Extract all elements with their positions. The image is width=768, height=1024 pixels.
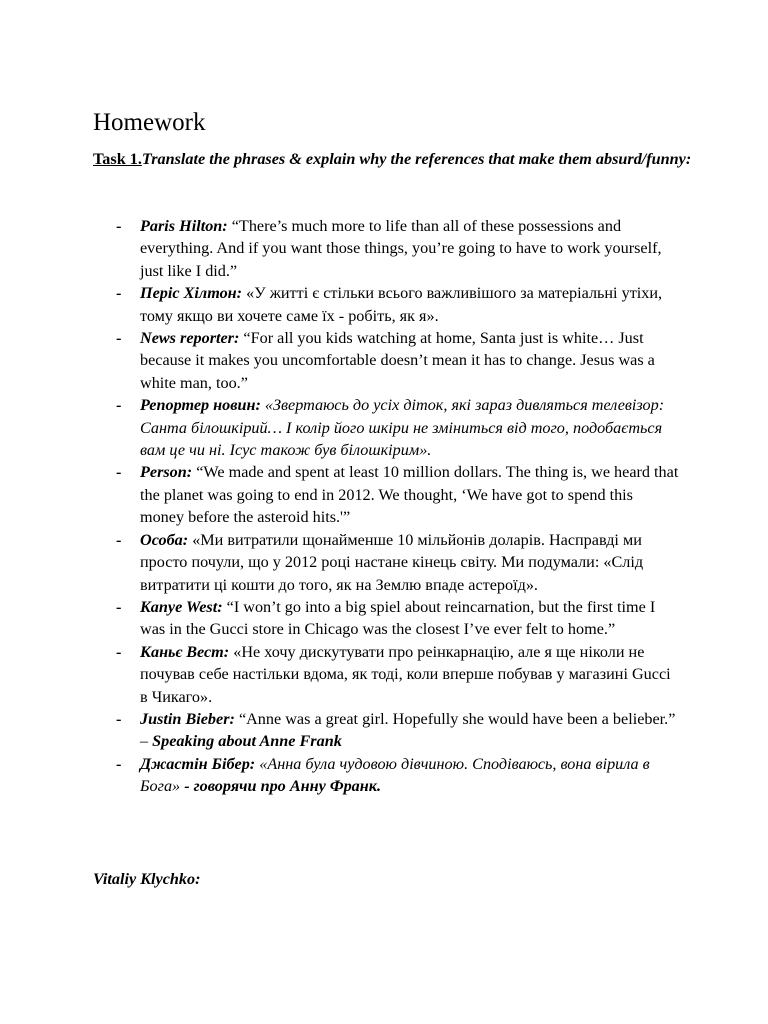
list-bullet: - [116,530,122,549]
quote-text: «Не хочу дискутувати про реінкарнацію, але я ще ніколи не почував себе настільки вдома, як тоді, коли вперше побував у магазині Gucci в Чикаго». [140,642,671,706]
document-title: Homework [93,109,206,136]
speaker-name: Репортер новин: [140,396,261,415]
list-item [0,529,680,596]
quote-text: “Anne was a great girl. Hopefully she would have been a belieber.” – [140,709,676,751]
list-bullet: - [116,217,122,235]
speaker-name: Kanye West: [140,597,223,616]
list-bullet: - [116,463,122,482]
speaker-name: Каньє Вест: [140,642,230,661]
task-instruction [93,148,693,170]
quote-text: “There’s much more to life than all of these possessions and everything. And if you want those things, you’re going to have to work yourself, just like I did.” [140,217,662,280]
speaker-name: Justin Bieber: [140,709,235,728]
list-bullet: - [116,597,122,616]
list-item [0,215,680,282]
section-heading-klychko: Vitaliy Klychko: [93,870,201,888]
list-item [0,327,680,394]
list-item [0,708,680,753]
task-label: Task 1. [93,150,142,168]
quote-text: “I won’t go into a big spiel about reincarnation, but the first time I was in the Gucci store in Chicago was the closest I’ve ever felt to home.” [140,597,656,639]
list-item [0,461,680,528]
list-bullet: - [116,754,122,773]
list-item [0,394,680,461]
speaker-name: Джастін Бібер: [140,754,256,773]
phrase-list [0,215,768,798]
quote-text: «Ми витратили щонайменше 10 мільйонів доларів. Насправді ми просто почули, що у 2012 році настане кінець світу. Ми подумали: «Слід витратити ці кошти до того, як на Землю впаде астероїд». [140,530,644,594]
quote-text: “For all you kids watching at home, Santa just is white… Just because it makes you uncomfortable doesn’t mean it has to change. Jesus was a white man, too.” [140,329,655,392]
speaker-name: Paris Hilton: [140,217,228,235]
list-item [0,753,680,798]
quote-text: «Анна була чудовою дівчиною. Сподіваюсь, вона вірила в Бога» [140,754,650,796]
list-bullet: - [116,284,122,303]
list-item [0,641,680,708]
list-bullet: - [116,709,122,728]
list-bullet: - [116,396,122,415]
quote-text: «У житті є стільки всього важливішого за матеріальні утіхи, тому якщо ви хочете саме їх - робіть, як я». [140,284,663,325]
speaker-name: Person: [140,463,193,482]
speaker-name: Особа: [140,530,189,549]
quote-note: - говорячи про Анну Франк. [180,777,382,796]
speaker-name: News reporter: [140,329,240,348]
quote-note: Speaking about Anne Frank [152,732,342,751]
quote-text: “We made and spent at least 10 million dollars. The thing is, we heard that the planet was going to end in 2012. We thought, ‘We have got to spend this money before the asteroid hits.'” [140,463,679,527]
list-bullet: - [116,642,122,661]
quote-text: «Звертаюсь до усіх діток, які зараз дивляться телевізор: Санта білошкірий… І колір його шкіри не зміниться від того, подобається вам це чи ні. Ісус також був білошкірим». [140,396,665,460]
list-item [0,282,680,327]
task-text: Translate the phrases & explain why the references that make them absurd/funny: [141,150,692,168]
list-bullet: - [116,329,122,348]
speaker-name: Періс Хілтон: [140,284,243,303]
list-item [0,596,680,641]
